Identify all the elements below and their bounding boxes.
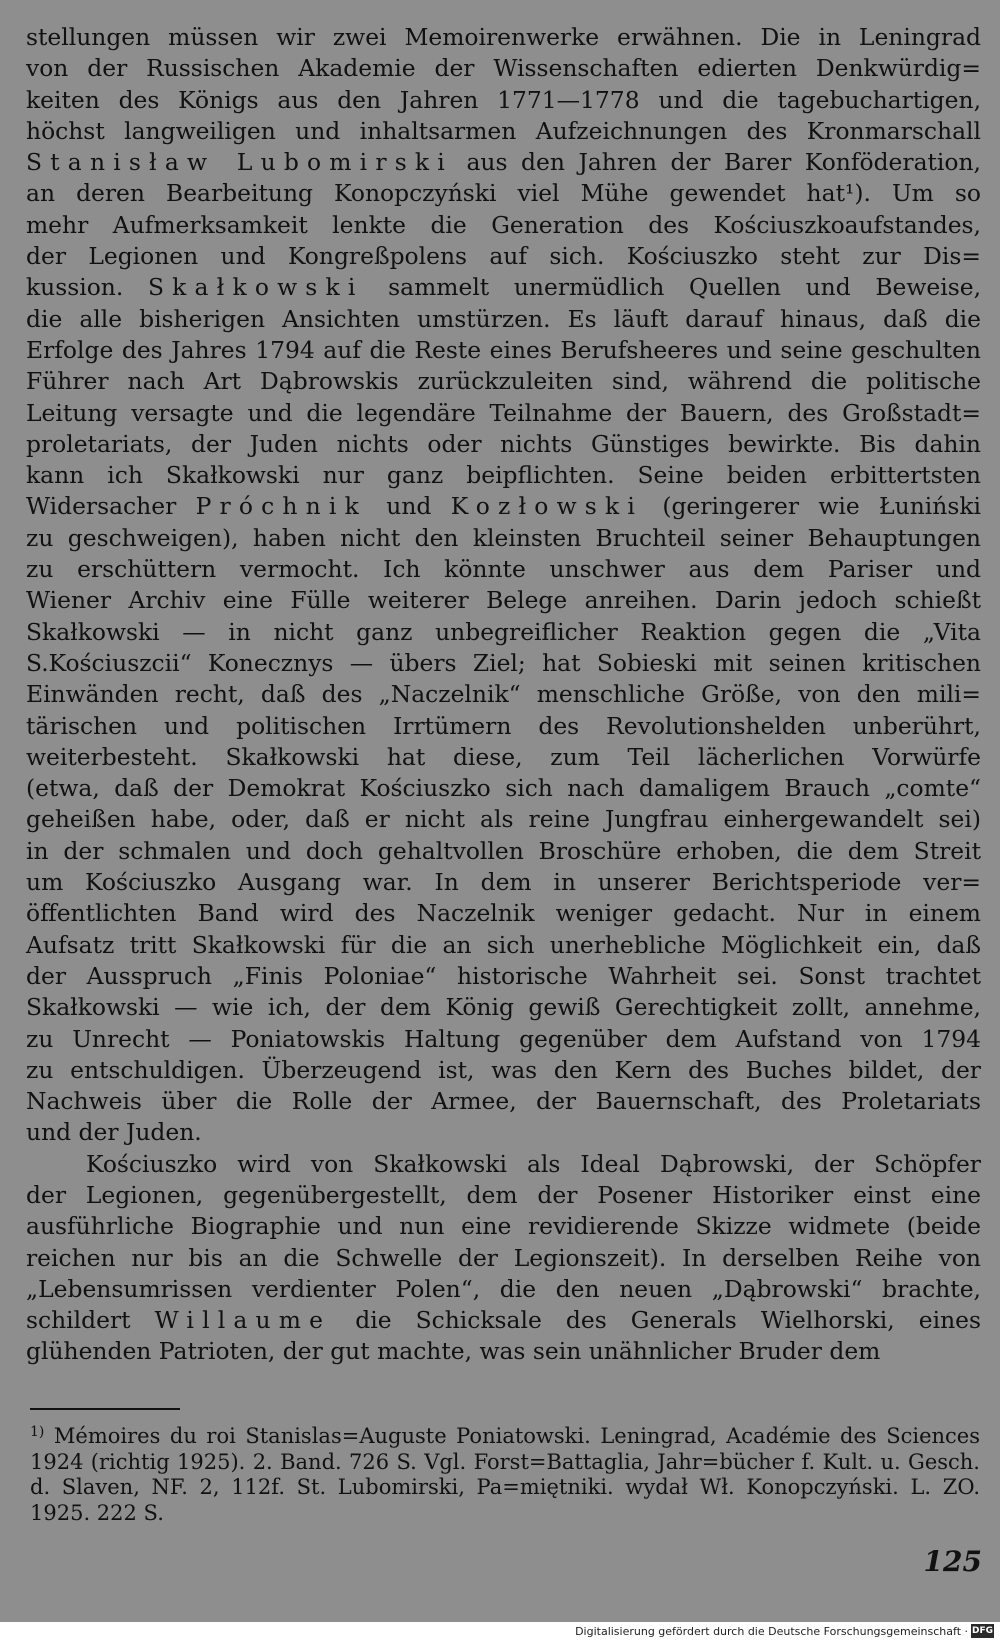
text-line: Skałkowski — in nicht ganz unbegreiflicher Reaktion gegen die „Vita	[26, 617, 981, 646]
text-line: Kościuszko wird von Skałkowski als Ideal Dąbrowski, der Schöpfer	[86, 1149, 981, 1178]
text-line: Leitung versagte und die legendäre Teilnahme der Bauern, des Großstadt=	[26, 398, 981, 427]
paragraph-1	[26, 22, 981, 1149]
text-line: zu entschuldigen. Überzeugend ist, was den Kern des Buches bildet, der	[26, 1055, 981, 1084]
text-line: keiten des Königs aus den Jahren 1771—1778 und die tagebuchartigen,	[26, 85, 981, 114]
digitization-credit-bar	[0, 1622, 1000, 1642]
text-line: geheißen habe, oder, daß er nicht als reine Jungfrau einhergewandelt sei)	[26, 805, 981, 834]
paragraph-2	[26, 1149, 981, 1368]
spaced-name: Stanisław Lubomirski	[26, 148, 453, 177]
text-line: Nachweis über die Rolle der Armee, der Bauernschaft, des Proletariats	[26, 1087, 981, 1116]
text-line: reichen nur bis an die Schwelle der Legionszeit). In derselben Reihe von	[26, 1243, 981, 1272]
spaced-name: Próchnik	[195, 492, 367, 521]
text-line: Erfolge des Jahres 1794 auf die Reste eines Berufsheeres und seine geschulten	[26, 335, 981, 364]
text-line: Stanisław Lubomirski aus den Jahren der Barer Konföderation,	[26, 148, 981, 177]
footnote	[30, 1424, 980, 1526]
text-line: zu Unrecht — Poniatowskis Haltung gegenüber dem Aufstand von 1794	[26, 1024, 981, 1053]
text-line: ausführliche Biographie und nun eine revidierende Skizze widmete (beide	[26, 1212, 981, 1241]
body-text	[26, 22, 981, 1368]
text-line: und der Juden.	[26, 1118, 202, 1147]
text-line: höchst langweiligen und inhaltsarmen Aufzeichnungen des Kronmarschall	[26, 116, 981, 145]
footnote-separator	[30, 1408, 180, 1410]
footnote-text: Mémoires du roi Stanislas=Auguste Poniatowski. Leningrad, Académie des Sciences 1924 (richtig 1925). 2. Band. 726 S. Vgl. Forst=Battaglia, Jahr=bücher f. Kult. u. Gesch. d. Slaven, NF. 2, 112f. St. Lubomirski, Pa=miętniki. wydał Wł. Konopczyński. L. ZO. 1925. 222 S.	[30, 1424, 980, 1525]
text-line: in der schmalen und doch gehaltvollen Broschüre erhoben, die dem Streit	[26, 836, 981, 865]
text-line: Skałkowski — wie ich, der dem König gewiß Gerechtigkeit zollt, annehme,	[26, 993, 981, 1022]
text-line: kussion. Skałkowski sammelt unermüdlich Quellen und Beweise,	[26, 273, 982, 302]
text-line: der Legionen, gegenübergestellt, dem der Posener Historiker einst eine	[26, 1180, 981, 1209]
text-line: Wiener Archiv eine Fülle weiterer Belege anreihen. Darin jedoch schießt	[26, 586, 981, 615]
text-line: zu geschweigen), haben nicht den kleinsten Bruchteil seiner Behauptungen	[26, 523, 981, 552]
spaced-name: Willaume	[154, 1306, 332, 1335]
text-line: schildert Willaume die Schicksale des Generals Wielhorski, eines	[26, 1306, 981, 1335]
text-line: glühenden Patrioten, der gut machte, was sein unähnlicher Bruder dem	[26, 1337, 881, 1366]
text-line: Widersacher Próchnik und Kozłowski (geringerer wie Łuniński	[26, 492, 981, 521]
text-line: Einwänden recht, daß des „Naczelnik“ menschliche Größe, von den mili=	[26, 680, 981, 709]
text-line: proletariats, der Juden nichts oder nichts Günstiges bewirkte. Bis dahin	[26, 429, 981, 458]
text-line: von der Russischen Akademie der Wissenschaften edierten Denkwürdig=	[26, 54, 981, 83]
spaced-name: Skałkowski	[147, 273, 364, 302]
text-line: kann ich Skałkowski nur ganz beipflichten. Seine beiden erbittertsten	[26, 461, 981, 490]
text-line: an deren Bearbeitung Konopczyński viel Mühe gewendet hat¹). Um so	[26, 179, 981, 208]
text-line: Führer nach Art Dąbrowskis zurückzuleiten sind, während die politische	[26, 367, 981, 396]
text-line: tärischen und politischen Irrtümern des Revolutionshelden unberührt,	[26, 711, 981, 740]
text-line: der Legionen und Kongreßpolens auf sich. Kościuszko steht zur Dis=	[26, 242, 981, 271]
text-line: um Kościuszko Ausgang war. In dem in unserer Berichtsperiode ver=	[26, 868, 981, 897]
footnote-marker: 1)	[30, 1424, 45, 1440]
text-line: öffentlichten Band wird des Naczelnik weniger gedacht. Nur in einem	[26, 899, 981, 928]
text-line: Aufsatz tritt Skałkowski für die an sich unerhebliche Möglichkeit ein, daß	[26, 930, 981, 959]
text-line: stellungen müssen wir zwei Memoirenwerke erwähnen. Die in Leningrad	[26, 23, 981, 51]
text-line: der Ausspruch „Finis Poloniae“ historische Wahrheit sei. Sonst trachtet	[26, 961, 981, 990]
text-line: (etwa, daß der Demokrat Kościuszko sich nach damaligem Brauch „comte“	[26, 774, 981, 803]
spaced-name: Kozłowski	[450, 492, 644, 521]
dfg-logo-icon: DFG	[971, 1626, 993, 1636]
page-number: 125	[923, 1545, 982, 1578]
text-line: mehr Aufmerksamkeit lenkte die Generation des Kościuszkoaufstandes,	[26, 210, 981, 239]
text-line: „Lebensumrissen verdienter Polen“, die den neuen „Dąbrowski“ brachte,	[26, 1274, 981, 1303]
text-line: S.Kościuszcii“ Konecznys — übers Ziel; hat Sobieski mit seinen kritischen	[26, 648, 981, 677]
text-line: weiterbesteht. Skałkowski hat diese, zum Teil lächerlichen Vorwürfe	[26, 742, 981, 771]
text-line: zu erschüttern vermocht. Ich könnte unschwer aus dem Pariser und	[26, 555, 981, 584]
digitization-credit: Digitalisierung gefördert durch die Deutsche Forschungsgemeinschaft ·	[575, 1625, 968, 1638]
text-line: die alle bisherigen Ansichten umstürzen. Es läuft darauf hinaus, daß die	[26, 304, 981, 333]
